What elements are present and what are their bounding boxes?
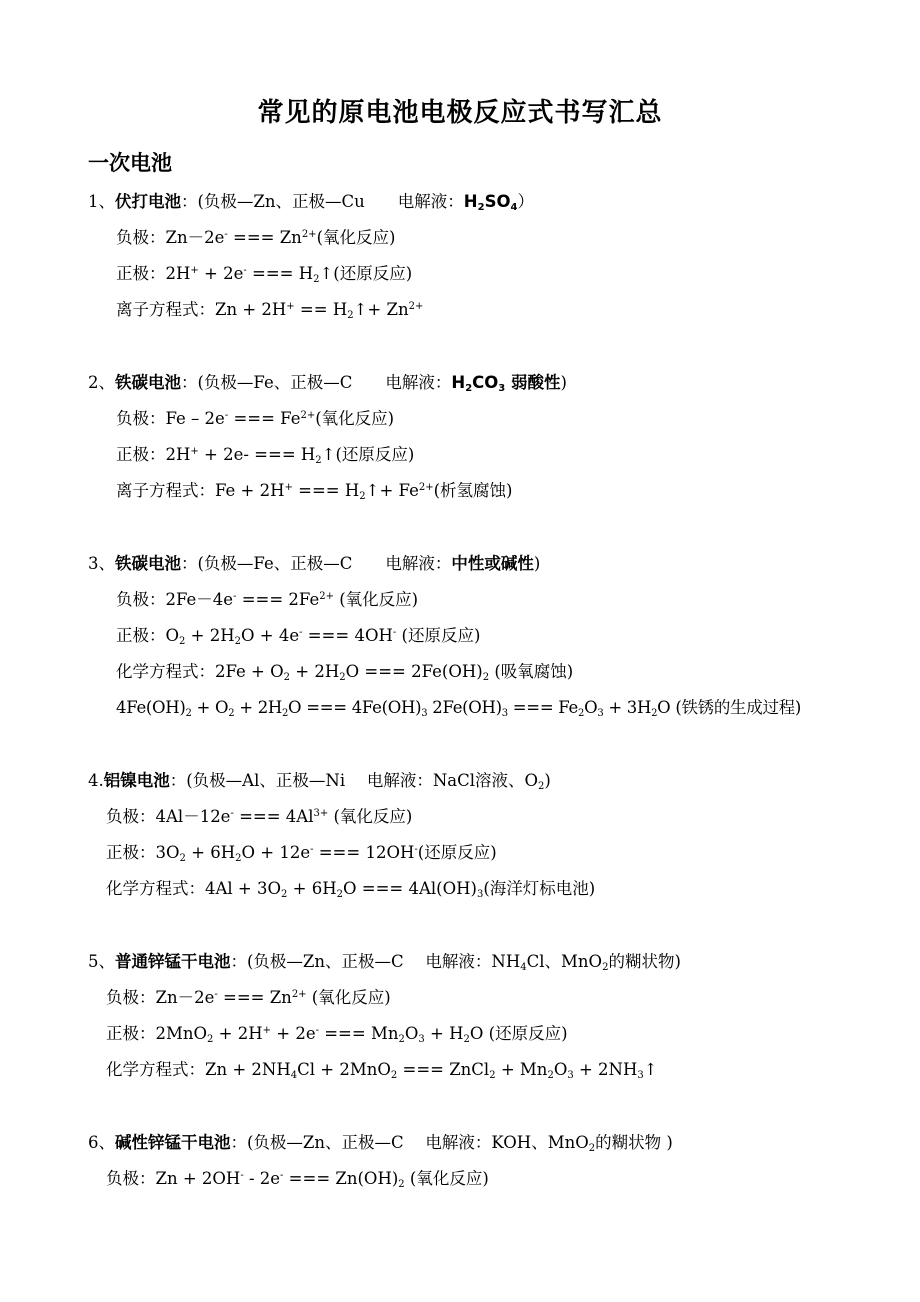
battery-5-heading: 5、普通锌锰干电池：(负极—Zn、正极—C 电解液：$NH_4Cl$、MnO$_2$的糊状物) <box>88 952 681 973</box>
battery-1-heading: 1、伏打电池：(负极—Zn、正极—Cu 电解液：$H_2SO_4$） <box>88 192 534 213</box>
battery-1-positive: 正极：2H+ + 2e- === $H_2↑$(还原反应) <box>116 264 413 285</box>
battery-3-positive: 正极：$O_2 + 2H_2O + 4e^-$ === 4OH- (还原反应) <box>116 626 481 647</box>
battery-4-chemical-equation: 化学方程式：$4Al + 3O_2 + 6H_2O$ === $4Al(OH)_3$(海洋灯标电池) <box>106 879 596 900</box>
battery-2-negative: 负极：Fe – 2e- === $Fe^{2+}$(氧化反应) <box>116 409 395 428</box>
battery-5-chemical-equation: 化学方程式：$Zn + 2NH_4Cl + 2MnO_2$ === ZnCl$_2$ + $Mn_2O_3$ + $2NH_3↑$ <box>106 1060 658 1081</box>
battery-2-heading: 2、铁碳电池：(负极—Fe、正极—C 电解液：$H_2CO_3$ 弱酸性) <box>88 373 567 394</box>
battery-5-negative: 负极：Zn－2e- === $Zn^{2+}$ (氧化反应) <box>106 988 391 1007</box>
battery-3-chemical-equation: 化学方程式：$2Fe + O_2 + 2H_2O$ === $2Fe(OH)_2$ (吸氧腐蚀) <box>116 662 574 683</box>
page-title: 常见的原电池电极反应式书写汇总 <box>257 98 663 128</box>
battery-6-negative: 负极：Zn + 2OH- - 2e- === $Zn(OH)_2$ (氧化反应) <box>106 1169 489 1190</box>
battery-4-positive: 正极：$3O_2 + 6H_2O + 12e^-$ === 12OH-(还原反应) <box>106 843 497 864</box>
section-heading: 一次电池 <box>88 151 172 175</box>
battery-1-negative: 负极：Zn－2e- === $Zn^{2+}$(氧化反应) <box>116 228 396 247</box>
battery-3-heading: 3、铁碳电池：(负极—Fe、正极—C 电解液：中性或碱性) <box>88 554 541 573</box>
battery-3-rust-equation: $4Fe(OH)_2 + O_2 + 2H_2O$ === $4Fe(OH)_3$ $2Fe(OH)_3$ === $Fe_2O_3 + 3H_2O$ (铁锈的生成过程) <box>116 698 801 719</box>
battery-5-positive: 正极：2MnO$_2$ + 2H+ + 2e- === $Mn_2O_3 + H_2O$ (还原反应) <box>106 1024 568 1045</box>
battery-2-positive: 正极：2H+ + 2e- === $H_2↑$(还原反应) <box>116 445 415 466</box>
battery-3-negative: 负极：2Fe－4e- === $2Fe^{2+}$ (氧化反应) <box>116 590 419 609</box>
battery-6-heading: 6、碱性锌锰干电池：(负极—Zn、正极—C 电解液：KOH、MnO$_2$的糊状物 ) <box>88 1133 673 1154</box>
battery-2-ionic-equation: 离子方程式：Fe + 2H+ === $H_2↑+ Fe^{2+}$(析氢腐蚀) <box>116 481 513 502</box>
battery-4-heading: 4.铝镍电池：(负极—Al、正极—Ni 电解液：NaCl溶液、$O_2$) <box>88 771 551 792</box>
battery-1-ionic-equation: 离子方程式：$Zn + 2H^+ == H_2↑+ Zn^{2+}$ <box>116 300 424 321</box>
battery-4-negative: 负极：4Al－12e- === $4Al^{3+}$ (氧化反应) <box>106 807 413 826</box>
